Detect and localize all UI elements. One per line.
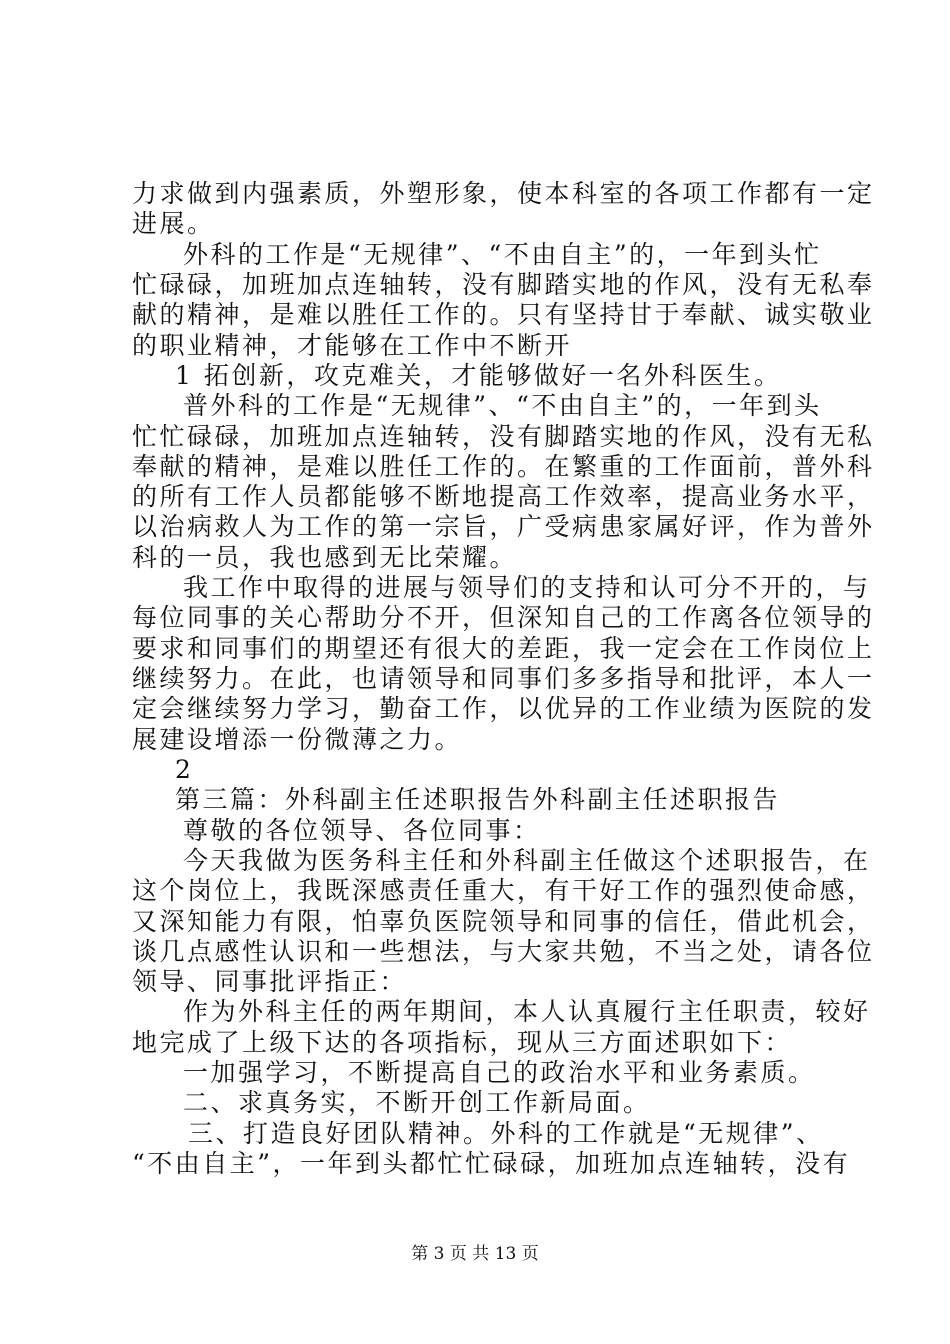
body-line: 一加强学习，不断提高自己的政治水平和业务素质。 xyxy=(183,1058,816,1087)
body-line: 普外科的工作是“无规律”、“不由自主”的，一年到头 xyxy=(183,391,822,420)
body-line: 的职业精神，才能够在工作中不断开 xyxy=(132,331,573,360)
body-line: 这个岗位上，我既深感责任重大，有干好工作的强烈使命感， xyxy=(132,876,875,905)
body-line: 展建设增添一份微薄之力。 xyxy=(132,725,463,754)
body-line: 又深知能力有限，怕辜负医院领导和同事的信任，借此机会， xyxy=(132,907,875,936)
body-line: 忙忙碌碌，加班加点连轴转，没有脚踏实地的作风，没有无私 xyxy=(132,422,875,451)
page-footer: 第 3 页 共 13 页 xyxy=(411,1244,539,1264)
body-line: 定会继续努力学习，勤奋工作，以优异的工作业绩为医院的发 xyxy=(132,694,875,723)
body-line: 谈几点感性认识和一些想法，与大家共勉，不当之处，请各位 xyxy=(132,937,875,966)
body-line: 进展。 xyxy=(132,209,215,238)
body-line: 以治病救人为工作的第一宗旨，广受病患家属好评，作为普外 xyxy=(132,512,875,541)
body-line: 领导、同事批评指正： xyxy=(132,967,408,996)
body-line: 外科的工作是“无规律”、“不由自主”的，一年到头忙 xyxy=(183,240,822,269)
body-line: 每位同事的关心帮助分不开，但深知自己的工作离各位领导的 xyxy=(132,603,875,632)
body-line: 奉献的精神，是难以胜任工作的。在繁重的工作面前，普外科 xyxy=(132,452,875,481)
body-line: “不由自主”，一年到头都忙忙碌碌，加班加点连轴转，没有 xyxy=(132,1149,851,1178)
body-line: 我工作中取得的进展与领导们的支持和认可分不开的，与 xyxy=(183,573,871,602)
body-line: 作为外科主任的两年期间，本人认真履行主任职责，较好 xyxy=(183,997,871,1026)
body-line: 忙碌碌，加班加点连轴转，没有脚踏实地的作风，没有无私奉 xyxy=(132,270,875,299)
body-line: 力求做到内强素质，外塑形象，使本科室的各项工作都有一定 xyxy=(132,179,875,208)
section-heading: 第三篇：外科副主任述职报告外科副主任述职报告 xyxy=(175,785,781,814)
salutation: 尊敬的各位领导、各位同事： xyxy=(183,816,541,845)
body-line: 要求和同事们的期望还有很大的差距，我一定会在工作岗位上 xyxy=(132,634,875,663)
body-line: 地完成了上级下达的各项指标，现从三方面述职如下： xyxy=(132,1028,793,1057)
body-line: 献的精神，是难以胜任工作的。只有坚持甘于奉献、诚实敬业 xyxy=(132,300,875,329)
page-break-number: 2 xyxy=(175,755,194,784)
body-line: 二、求真务实，不断开创工作新局面。 xyxy=(183,1088,651,1117)
body-line: 的所有工作人员都能够不断地提高工作效率，提高业务水平， xyxy=(132,482,875,511)
body-line: 1 拓创新，攻克难关，才能够做好一名外科医生。 xyxy=(175,361,782,390)
body-line: 科的一员，我也感到无比荣耀。 xyxy=(132,543,518,572)
body-line: 继续努力。在此，也请领导和同事们多多指导和批评，本人一 xyxy=(132,664,875,693)
body-line: 今天我做为医务科主任和外科副主任做这个述职报告，在 xyxy=(183,846,871,875)
body-line: 三、打造良好团队精神。外科的工作就是“无规律”、 xyxy=(188,1119,824,1148)
